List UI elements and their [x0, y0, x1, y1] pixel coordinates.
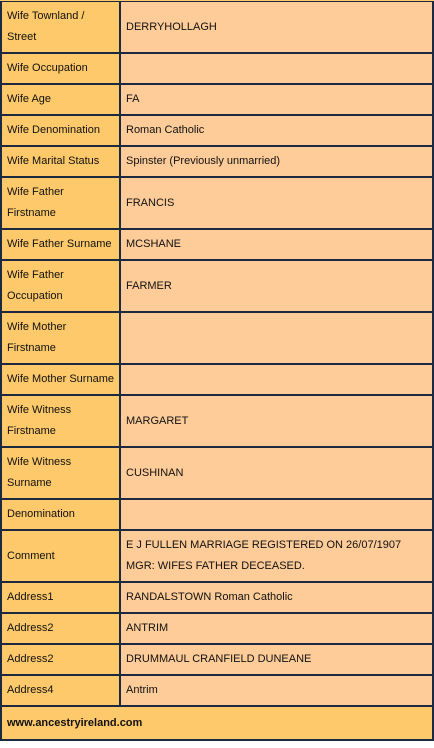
table-row [2, 614, 432, 643]
table-row [2, 85, 432, 114]
table-row [2, 313, 432, 363]
field-value: FA [121, 85, 432, 114]
table-row [2, 583, 432, 612]
field-value [121, 500, 432, 529]
field-label: Address1 [2, 583, 119, 612]
field-label: Wife Denomination [2, 116, 119, 145]
field-value: DRUMMAUL CRANFIELD DUNEANE [121, 645, 432, 674]
field-label: Wife Townland / Street [2, 2, 119, 52]
field-label: Wife Marital Status [2, 147, 119, 176]
field-label: Wife Father Surname [2, 230, 119, 259]
field-value: FRANCIS [121, 178, 432, 228]
field-value: MARGARET [121, 396, 432, 446]
field-value: MCSHANE [121, 230, 432, 259]
field-label: Wife Witness Surname [2, 448, 119, 498]
field-label: Denomination [2, 500, 119, 529]
field-label: Wife Age [2, 85, 119, 114]
table-row [2, 448, 432, 498]
footer-row [2, 707, 432, 739]
field-label: Wife Mother Firstname [2, 313, 119, 363]
field-label: Wife Father Occupation [2, 261, 119, 311]
field-label: Comment [2, 531, 119, 581]
table-row [2, 2, 432, 52]
table-row [2, 645, 432, 674]
table-row [2, 147, 432, 176]
table-row [2, 178, 432, 228]
field-value: CUSHINAN [121, 448, 432, 498]
field-value: E J FULLEN MARRIAGE REGISTERED ON 26/07/1907 MGR: WIFES FATHER DECEASED. [121, 531, 432, 581]
field-value: RANDALSTOWN Roman Catholic [121, 583, 432, 612]
table-row [2, 230, 432, 259]
field-label: Wife Witness Firstname [2, 396, 119, 446]
table-row [2, 365, 432, 394]
field-value [121, 313, 432, 363]
field-value [121, 365, 432, 394]
field-value: Spinster (Previously unmarried) [121, 147, 432, 176]
field-value: DERRYHOLLAGH [121, 2, 432, 52]
ancestry-ireland-link[interactable]: www.ancestryireland.com [2, 707, 432, 739]
field-value: ANTRIM [121, 614, 432, 643]
field-label: Wife Father Firstname [2, 178, 119, 228]
field-label: Address4 [2, 676, 119, 705]
top-border-rule [0, 0, 434, 1]
table-row [2, 54, 432, 83]
field-value [121, 54, 432, 83]
table-row [2, 116, 432, 145]
table-row [2, 531, 432, 581]
table-row [2, 676, 432, 705]
field-value: FARMER [121, 261, 432, 311]
table-row [2, 396, 432, 446]
field-value: Antrim [121, 676, 432, 705]
field-label: Wife Occupation [2, 54, 119, 83]
table-row [2, 500, 432, 529]
field-label: Address2 [2, 645, 119, 674]
field-value: Roman Catholic [121, 116, 432, 145]
field-label: Wife Mother Surname [2, 365, 119, 394]
field-label: Address2 [2, 614, 119, 643]
table-row [2, 261, 432, 311]
record-table-body [2, 2, 432, 739]
